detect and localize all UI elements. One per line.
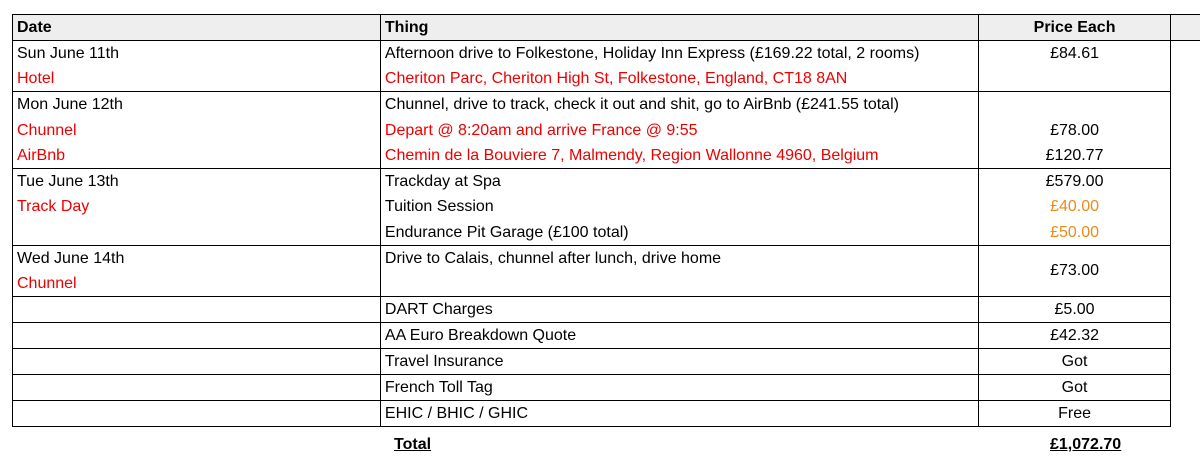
price-cell[interactable]: £50.00 — [978, 220, 1170, 246]
price-cell[interactable] — [978, 92, 1170, 118]
thing-cell[interactable]: Trackday at Spa — [380, 168, 978, 194]
extra-cell[interactable] — [1171, 117, 1200, 143]
date-cell[interactable] — [13, 374, 381, 400]
price-cell[interactable]: £579.00 — [978, 168, 1170, 194]
extra-cell[interactable] — [1171, 168, 1200, 194]
price-cell[interactable]: Free — [978, 400, 1170, 426]
thing-cell[interactable]: Chunnel, drive to track, check it out and shit, go to AirBnb (£241.55 total) — [380, 92, 978, 118]
extra-cell[interactable] — [1171, 143, 1200, 169]
extra-cell[interactable] — [1171, 245, 1200, 271]
price-cell[interactable] — [978, 66, 1170, 92]
date-cell[interactable] — [13, 322, 381, 348]
table-row — [13, 245, 1200, 271]
table-row — [13, 322, 1200, 348]
header-thing[interactable]: Thing — [380, 15, 978, 41]
extra-cell[interactable] — [1171, 66, 1200, 92]
thing-cell[interactable]: Depart @ 8:20am and arrive France @ 9:55 — [380, 117, 978, 143]
price-cell[interactable]: £120.77 — [978, 143, 1170, 169]
price-cell[interactable]: £40.00 — [978, 194, 1170, 220]
header-price-each[interactable]: Price Each — [978, 15, 1170, 41]
total-label[interactable]: Total — [394, 436, 432, 453]
price-cell[interactable]: £42.32 — [978, 322, 1170, 348]
extra-cell[interactable] — [1171, 271, 1200, 297]
extra-cell[interactable] — [1171, 92, 1200, 118]
extra-cell[interactable] — [1171, 322, 1200, 348]
thing-cell[interactable]: Afternoon drive to Folkestone, Holiday Inn Express (£169.22 total, 2 rooms) — [380, 41, 978, 67]
date-cell[interactable] — [13, 220, 381, 246]
thing-cell[interactable]: Chemin de la Bouviere 7, Malmendy, Region Wallonne 4960, Belgium — [380, 143, 978, 169]
extra-cell[interactable] — [1171, 374, 1200, 400]
date-cell[interactable] — [13, 296, 381, 322]
table-row — [13, 143, 1200, 169]
table-row — [13, 296, 1200, 322]
price-cell[interactable]: £78.00 — [978, 117, 1170, 143]
date-cell[interactable]: Hotel — [13, 66, 381, 92]
table-row — [13, 92, 1200, 118]
header-extra-column[interactable] — [1171, 15, 1200, 41]
table-row — [13, 374, 1200, 400]
thing-cell[interactable]: AA Euro Breakdown Quote — [380, 322, 978, 348]
date-cell[interactable]: Chunnel — [13, 117, 381, 143]
price-cell[interactable]: Got — [978, 374, 1170, 400]
table-row — [13, 194, 1200, 220]
table-row — [13, 41, 1200, 67]
table-row — [13, 66, 1200, 92]
extra-cell[interactable] — [1171, 348, 1200, 374]
table-row — [13, 348, 1200, 374]
thing-cell[interactable]: Drive to Calais, chunnel after lunch, drive home — [380, 245, 978, 296]
extra-cell[interactable] — [1171, 400, 1200, 426]
header-date[interactable]: Date — [13, 15, 381, 41]
price-cell[interactable]: £5.00 — [978, 296, 1170, 322]
extra-cell[interactable] — [1171, 296, 1200, 322]
spreadsheet-table — [12, 14, 1200, 427]
thing-cell[interactable]: Travel Insurance — [380, 348, 978, 374]
thing-cell[interactable]: French Toll Tag — [380, 374, 978, 400]
date-cell[interactable]: Wed June 14th — [13, 245, 381, 271]
price-cell[interactable]: Got — [978, 348, 1170, 374]
date-cell[interactable]: AirBnb — [13, 143, 381, 169]
header-row — [13, 15, 1200, 41]
extra-cell[interactable] — [1171, 41, 1200, 67]
date-cell[interactable]: Tue June 13th — [13, 168, 381, 194]
date-cell[interactable]: Sun June 11th — [13, 41, 381, 67]
thing-cell[interactable]: Endurance Pit Garage (£100 total) — [380, 220, 978, 246]
table-row — [13, 400, 1200, 426]
table-row — [13, 117, 1200, 143]
extra-cell[interactable] — [1171, 220, 1200, 246]
thing-cell[interactable]: EHIC / BHIC / GHIC — [380, 400, 978, 426]
date-cell[interactable]: Chunnel — [13, 271, 381, 297]
date-cell[interactable]: Track Day — [13, 194, 381, 220]
price-cell[interactable]: £73.00 — [978, 245, 1170, 296]
thing-cell[interactable]: DART Charges — [380, 296, 978, 322]
date-cell[interactable] — [13, 348, 381, 374]
extra-cell[interactable] — [1171, 194, 1200, 220]
thing-cell[interactable]: Tuition Session — [380, 194, 978, 220]
price-cell[interactable]: £84.61 — [978, 41, 1170, 67]
total-value[interactable]: £1,072.70 — [1050, 436, 1122, 453]
table-row — [13, 220, 1200, 246]
thing-cell[interactable]: Cheriton Parc, Cheriton High St, Folkestone, England, CT18 8AN — [380, 66, 978, 92]
date-cell[interactable] — [13, 400, 381, 426]
table-row — [13, 168, 1200, 194]
date-cell[interactable]: Mon June 12th — [13, 92, 381, 118]
